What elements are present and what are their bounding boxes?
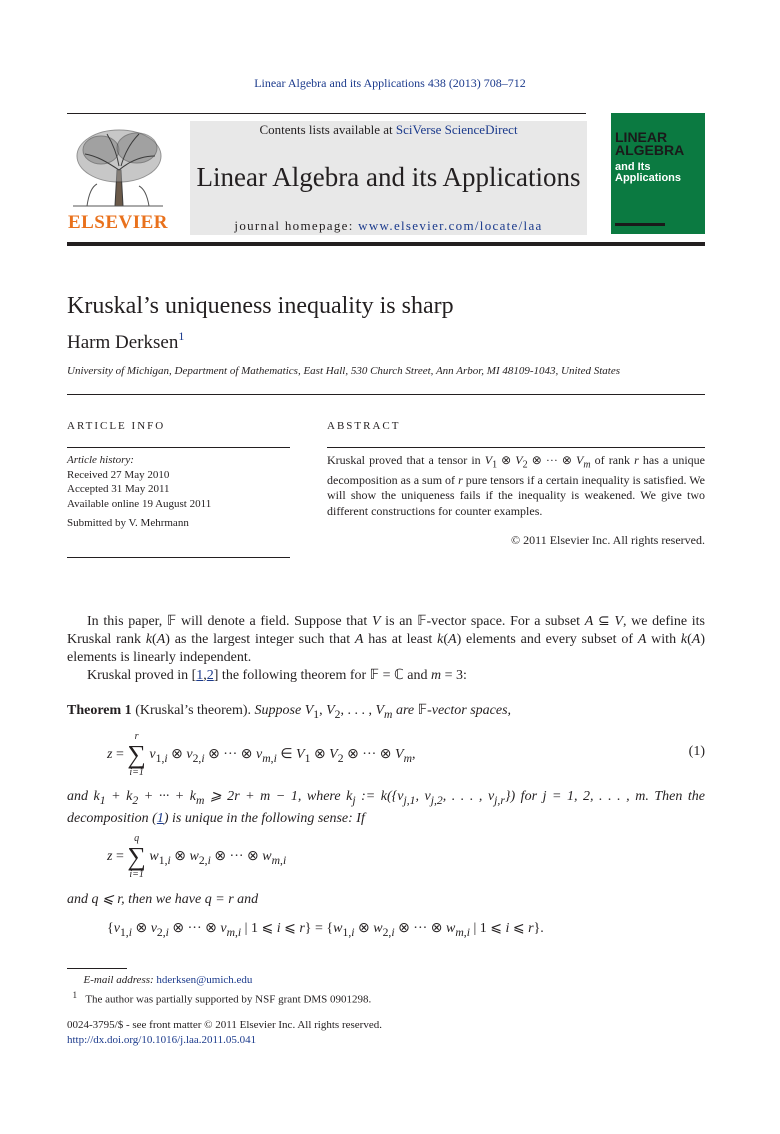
funding-footnote	[67, 988, 371, 1008]
history-label: Article history:	[67, 454, 134, 466]
author-name: Harm Derksen	[67, 332, 179, 353]
theorem-label: Theorem 1	[67, 703, 132, 718]
elsevier-tree-icon	[67, 126, 169, 208]
homepage-link[interactable]: www.elsevier.com/locate/laa	[358, 218, 543, 233]
abstract-heading: ABSTRACT	[327, 420, 401, 432]
footnotes	[67, 973, 371, 1008]
theorem-name: (Kruskal’s theorem).	[135, 703, 252, 718]
abstract-text: Kruskal proved that a tensor in $V_1$ ⊗ $V_2$ ⊗ ··· ⊗ $V_m$ of rank r has a unique decomposition as a sum of r pure tensors if a certain inequality is satisfied. We will show the uniqueness fails if the inequality is weakened. We give two different constructions for counter examples.	[327, 453, 706, 518]
cover-subtitle-line-1: and Its	[615, 161, 651, 173]
citation-2[interactable]: 2	[206, 668, 214, 683]
submitted-by: Submitted by V. Mehrmann	[67, 517, 189, 529]
equation-1: z = r ∑ i=1 $v_{1,i}$ ⊗ $v_{2,i}$ ⊗ ··· ⊗ $v_{m,i}$ ∈ $V_1$ ⊗ $V_2$ ⊗ ··· ⊗ $V_m$,	[107, 731, 416, 778]
article-info-heading: ARTICLE INFO	[67, 420, 166, 432]
contents-line	[190, 122, 587, 138]
doi-link[interactable]: http://dx.doi.org/10.1016/j.laa.2011.05.041	[67, 1034, 257, 1046]
cover-subtitle-line-2: Applications	[615, 172, 682, 184]
cover-footer-bar	[615, 223, 665, 226]
article-info-rule	[67, 447, 290, 448]
email-footnote	[67, 973, 371, 988]
section-rule	[67, 394, 705, 395]
issn-line: 0024-3795/$ - see front matter © 2011 Elsevier Inc. All rights reserved.	[67, 1019, 382, 1031]
footnote-rule	[67, 968, 127, 969]
header-thick-rule	[67, 242, 705, 246]
equation-3: {$v_{1,i}$ ⊗ $v_{2,i}$ ⊗ ··· ⊗ $v_{m,i}$ | 1 ⩽ i ⩽ $r\} = \{w_{1,i}$ ⊗ $w_{2,i}$ ⊗ ··· ⊗ $w_{m,i}$ | 1 ⩽ i ⩽ r}.	[107, 921, 544, 939]
author-line	[67, 329, 185, 354]
email-label: E-mail address:	[83, 974, 157, 986]
article-info-bottom-rule	[67, 557, 290, 558]
funding-footnote-mark: 1	[72, 990, 78, 1000]
citation-1[interactable]: 1	[196, 668, 204, 683]
theorem-condition: and $k_1 + k_2$ + ··· + $k_m$ ⩾ 2r + m − 1, where $k_j$ := $k(\{v_{j,1}$, $v_{j,2}$, . . . , $v_{j,r}$}) for j = 1, 2, . . . , m. Then the decomposition (1) is unique in the following sense: If	[67, 789, 706, 826]
paragraph-intro: In this paper, 𝔽 will denote a field. Suppose that V is an 𝔽-vector space. For a subset A ⊆ V, we define its Kruskal rank k(A) as the largest integer such that A has at least k(A) elements and every subset of A with k(A) elements is linearly independent.	[67, 614, 705, 665]
accepted-date: Accepted 31 May 2011	[67, 483, 170, 495]
equation-1-number: (1)	[688, 744, 705, 759]
article-title: Kruskal’s uniqueness inequality is sharp	[67, 293, 454, 319]
journal-cover	[611, 113, 705, 234]
theorem-conclusion: and q ⩽ r, then we have q = r and	[67, 892, 259, 907]
received-date: Received 27 May 2010	[67, 468, 170, 481]
cover-title	[615, 131, 684, 157]
cover-subtitle	[615, 162, 681, 184]
journal-title: Linear Algebra and its Applications	[196, 162, 581, 192]
elsevier-logo	[67, 126, 169, 234]
abstract-rule	[327, 447, 705, 448]
header-rule	[67, 113, 586, 114]
contents-prefix: Contents lists available at	[259, 122, 396, 137]
equation-ref-1[interactable]: 1	[156, 810, 164, 826]
affiliation: University of Michigan, Department of Mathematics, East Hall, 530 Church Street, Ann Arbor, MI 48109-1043, United States	[67, 365, 620, 377]
front-matter	[67, 1018, 382, 1048]
paragraph-kruskal: Kruskal proved in [1,2] the following theorem for 𝔽 = ℂ and m = 3:	[87, 668, 467, 683]
theorem-statement: Theorem 1 (Kruskal’s theorem). Suppose $V_1$, $V_2$, . . . , $V_m$ are 𝔽-vector spaces,	[67, 703, 512, 721]
homepage-prefix: journal homepage:	[234, 218, 359, 233]
funding-footnote-text: The author was partially supported by NSF grant DMS 0901298.	[85, 993, 372, 1006]
equation-2: z = q ∑ i=1 $w_{1,i}$ ⊗ $w_{2,i}$ ⊗ ··· ⊗ $w_{m,i}$	[107, 833, 287, 880]
article-history	[67, 453, 211, 511]
author-footnote-mark[interactable]: 1	[178, 329, 185, 343]
sciencedirect-link[interactable]: SciVerse ScienceDirect	[395, 122, 518, 137]
journal-homepage	[190, 218, 587, 234]
author-email-link[interactable]: hderksen@umich.edu	[156, 974, 253, 986]
publisher-name: ELSEVIER	[67, 212, 169, 233]
abstract-copyright: © 2011 Elsevier Inc. All rights reserved.	[511, 533, 705, 547]
online-date: Available online 19 August 2011	[67, 497, 212, 510]
journal-reference[interactable]: Linear Algebra and its Applications 438 (2013) 708–712	[254, 76, 526, 90]
cover-title-line-2: ALGEBRA	[615, 142, 685, 158]
cover-title-line-1: LINEAR	[615, 129, 668, 145]
